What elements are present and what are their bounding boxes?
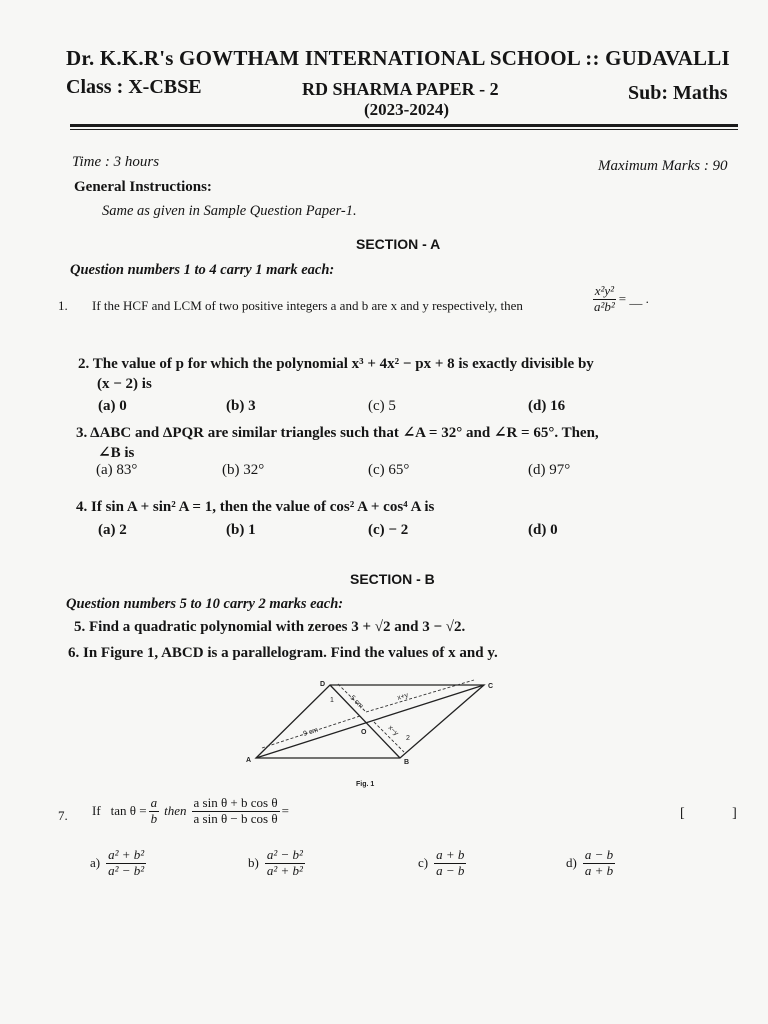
header-divider-thick [70, 124, 738, 127]
q7-number: 7. [58, 808, 68, 823]
figure-caption: Fig. 1 [356, 781, 375, 788]
subject-label: Sub: Maths [628, 82, 728, 104]
q2-option-c: (c) 5 [368, 398, 396, 414]
q4-option-b: (b) 1 [226, 522, 256, 538]
vertex-c: C [488, 683, 494, 690]
section-a-title: SECTION - A [356, 236, 441, 252]
q7-expr-frac [192, 796, 280, 827]
q3-option-b: (b) 32° [222, 462, 265, 478]
label-xmy: x−y [386, 724, 400, 738]
q1-number: 1. [58, 298, 68, 313]
q7-tan: tan θ = [110, 803, 147, 819]
diagonal-bd [330, 685, 400, 758]
q7-equals: = [281, 803, 289, 819]
q7-if: If [92, 803, 101, 819]
q7-then: then [164, 803, 187, 819]
angle-1: 1 [330, 697, 334, 704]
q4-text: 4. If sin A + sin² A = 1, then the value of cos² A + cos⁴ A is [76, 499, 435, 515]
q7-option-c-num: a + b [436, 847, 465, 862]
q7-text [92, 796, 289, 827]
header-divider-thin [70, 129, 738, 130]
q4-option-a: (a) 2 [98, 522, 127, 538]
label-9cm: 9 cm [302, 726, 320, 738]
q7-option-c-den: a − b [436, 862, 465, 878]
q4-option-c: (c) − 2 [368, 522, 409, 538]
q2-text: 2. The value of p for which the polynomial x³ + 4x² − px + 8 is exactly divisible by [78, 356, 594, 372]
q7-tan-den: b [150, 810, 158, 826]
q7-option-a [90, 848, 148, 879]
q7-option-d-label: d) [566, 855, 577, 871]
section-b-title: SECTION - B [350, 571, 435, 587]
maximum-marks: Maximum Marks : 90 [598, 158, 728, 174]
general-instructions-heading: General Instructions: [74, 179, 212, 195]
q1-fraction [590, 284, 649, 315]
q4-option-d: (d) 0 [528, 522, 558, 538]
q7-expr-num: a sin θ + b cos θ [193, 795, 278, 810]
q3-option-c: (c) 65° [368, 462, 410, 478]
section-a-marks-note: Question numbers 1 to 4 carry 1 mark each: [70, 262, 335, 278]
q2-text-cont: (x − 2) is [97, 376, 152, 392]
q7-option-d-den: a + b [584, 862, 614, 878]
q3-option-d: (d) 97° [528, 462, 571, 478]
q7-option-d-num: a − b [584, 847, 614, 862]
paper-title: RD SHARMA PAPER - 2 [302, 79, 499, 99]
q7-option-c [418, 848, 468, 879]
q2-option-a: (a) 0 [98, 398, 127, 414]
q7-tan-num: a [150, 795, 158, 810]
q7-tan-frac [149, 796, 160, 827]
center-o: O [361, 729, 367, 736]
diagonal-ac [256, 685, 484, 758]
school-name: Dr. K.K.R's GOWTHAM INTERNATIONAL SCHOOL :: GUDAVALLI [66, 46, 730, 70]
q7-option-c-label: c) [418, 855, 429, 871]
q7-option-a-den: a² − b² [108, 862, 145, 878]
q3-option-a: (a) 83° [96, 462, 138, 478]
q7-option-d-frac [583, 848, 615, 879]
parallelogram-figure [242, 676, 512, 796]
vertex-a: A [246, 757, 252, 764]
vertex-b: B [404, 759, 410, 766]
q2-option-d: (d) 16 [528, 398, 566, 414]
q1-frac [592, 284, 617, 315]
q7-option-d [566, 848, 617, 879]
academic-year: (2023-2024) [364, 100, 449, 119]
q6-text: 6. In Figure 1, ABCD is a parallelogram. Find the values of x and y. [68, 645, 498, 661]
q1-text: If the HCF and LCM of two positive integers a and b are x and y respectively, then [92, 298, 523, 313]
q7-expr-den: a sin θ − b cos θ [193, 810, 278, 826]
q3-text-cont: ∠B is [98, 445, 135, 461]
angle-2: 2 [406, 735, 410, 742]
q7-option-b-frac [265, 848, 305, 879]
q1-tail: = __ . [618, 291, 649, 307]
answer-bracket: [ ] [680, 806, 759, 821]
q7-option-a-label: a) [90, 855, 101, 871]
label-5cm: 5 cm [348, 694, 365, 711]
label-xy: x+y [396, 691, 410, 702]
time-allowed: Time : 3 hours [72, 154, 160, 170]
q1-frac-num: x²y² [594, 283, 615, 298]
section-b-marks-note: Question numbers 5 to 10 carry 2 marks each: [66, 596, 344, 612]
q7-option-c-frac [434, 848, 466, 879]
q7-option-b-den: a² + b² [266, 862, 303, 878]
q7-option-a-frac [106, 848, 146, 879]
q1-frac-den: a²b² [594, 298, 615, 314]
q3-text: 3. ΔABC and ΔPQR are similar triangles such that ∠A = 32° and ∠R = 65°. Then, [76, 425, 599, 441]
q7-option-b-num: a² − b² [266, 847, 303, 862]
q7-option-b [248, 848, 307, 879]
vertex-d: D [320, 681, 326, 688]
q5-text: 5. Find a quadratic polynomial with zeroes 3 + √2 and 3 − √2. [74, 619, 466, 635]
q2-option-b: (b) 3 [226, 398, 256, 414]
general-instructions-text: Same as given in Sample Question Paper-1. [102, 203, 357, 219]
q7-option-a-num: a² + b² [108, 847, 145, 862]
q7-option-b-label: b) [248, 855, 259, 871]
class-label: Class : X-CBSE [66, 76, 202, 98]
